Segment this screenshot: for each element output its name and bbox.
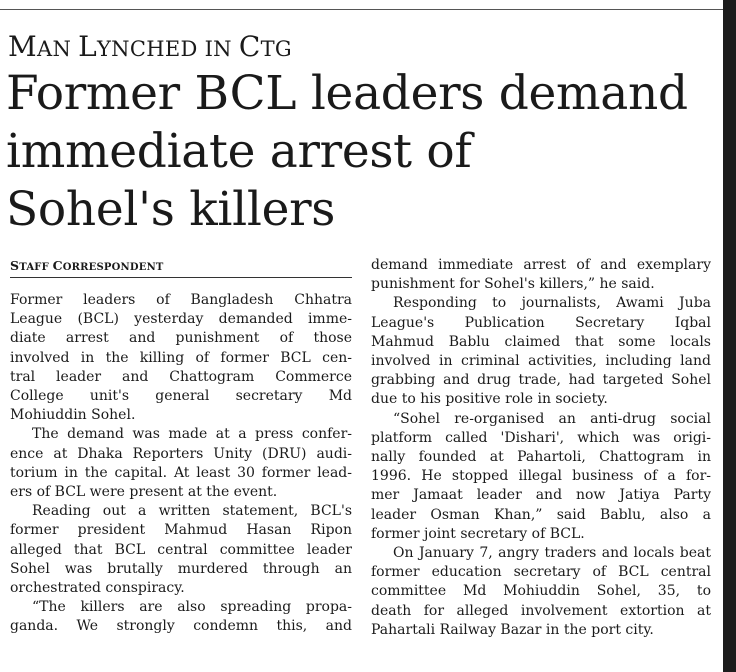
text-line: League's Publication Secretary Iqbal bbox=[371, 314, 711, 331]
text-line: “The killers are also spreading propa- bbox=[32, 599, 352, 616]
kicker-text: TG bbox=[260, 37, 292, 61]
text-line: “Sohel re-organised an anti-drug social bbox=[393, 410, 711, 427]
kicker-cap: C bbox=[238, 30, 261, 63]
text-line: leader Osman Khan,” said Bablu, also a bbox=[371, 506, 711, 523]
text-line: Reading out a written statement, BCL's bbox=[32, 503, 352, 520]
byline-text: TAFF bbox=[19, 262, 53, 273]
text-line: Sohel was brutally murdered through an bbox=[10, 560, 352, 577]
text-line: Pahartali Railway Bazar in the port city. bbox=[371, 621, 654, 638]
text-line: diate arrest and punishment of those bbox=[10, 330, 352, 347]
text-line: 1996. He stopped illegal business of a for- bbox=[371, 468, 711, 485]
text-line: committee Md Mohiuddin Sohel, 35, to bbox=[371, 583, 711, 600]
text-line: demand immediate arrest of and exemplary bbox=[371, 257, 711, 273]
article-kicker bbox=[8, 30, 292, 66]
paragraph bbox=[10, 425, 352, 502]
text-line: punishment for Sohel's killers,” he said. bbox=[371, 276, 655, 293]
paragraph bbox=[10, 291, 352, 425]
text-line: due to his positive role in society. bbox=[371, 391, 608, 408]
article-byline bbox=[10, 258, 164, 276]
text-line: platform called 'Dishari', which was origi- bbox=[371, 429, 711, 446]
text-line: ers of BCL were present at the event. bbox=[10, 484, 278, 501]
text-line: nally founded at Pahartoli, Chattogram in bbox=[371, 449, 711, 466]
text-line: ganda. We strongly condemn this, and bbox=[10, 618, 352, 635]
text-line: The demand was made at a press confer- bbox=[32, 426, 352, 443]
headline-line: Former BCL leaders demand bbox=[6, 66, 688, 121]
text-line: League (BCL) yesterday demanded imme- bbox=[10, 311, 352, 328]
text-line: Responding to journalists, Awami Juba bbox=[393, 295, 711, 312]
text-line: mer Jamaat leader and now Jatiya Party bbox=[371, 487, 711, 504]
kicker-text: AN bbox=[36, 37, 79, 61]
paragraph bbox=[10, 502, 352, 598]
text-line: Mohiuddin Sohel. bbox=[10, 407, 136, 424]
headline-line: Sohel's killers bbox=[6, 182, 336, 237]
text-line: former joint secretary of BCL. bbox=[371, 525, 585, 542]
paragraph bbox=[371, 294, 711, 409]
text-line: College unit's general secretary Md bbox=[10, 388, 352, 405]
text-line: Mahmud Bablu claimed that some locals bbox=[371, 333, 711, 350]
text-line: Former leaders of Bangladesh Chhatra bbox=[10, 292, 352, 308]
body-column-right bbox=[371, 256, 711, 640]
kicker-text: YNCHED IN bbox=[97, 37, 239, 61]
text-line: On January 7, angry traders and locals beat bbox=[393, 545, 711, 562]
article-headline bbox=[6, 65, 718, 239]
byline-rule bbox=[10, 277, 352, 278]
byline-cap: S bbox=[10, 258, 20, 273]
body-column-left bbox=[10, 291, 352, 637]
text-line: grabbing and drug trade, had targeted Sohel bbox=[371, 372, 711, 389]
page-edge-strip bbox=[723, 0, 736, 672]
text-line: former president Mahmud Hasan Ripon bbox=[10, 522, 352, 539]
text-line: alleged that BCL central committee leader bbox=[10, 541, 352, 558]
text-line: tral leader and Chattogram Commerce bbox=[10, 368, 352, 385]
paragraph bbox=[371, 410, 711, 544]
text-line: torium in the capital. At least 30 former lead- bbox=[10, 464, 352, 481]
text-line: involved in the killing of former BCL cen- bbox=[10, 349, 352, 366]
byline-cap: C bbox=[52, 258, 63, 273]
kicker-cap: L bbox=[78, 30, 98, 63]
paragraph bbox=[371, 544, 711, 640]
text-line: ence at Dhaka Reporters Unity (DRU) audi- bbox=[10, 445, 352, 462]
text-line: death for alleged involvement extortion at bbox=[371, 602, 711, 619]
text-line: former education secretary of BCL central bbox=[371, 564, 711, 581]
text-line: involved in criminal activities, including land bbox=[371, 353, 711, 370]
byline-text: ORRESPONDENT bbox=[62, 262, 164, 273]
headline-line: immediate arrest of bbox=[6, 124, 472, 179]
kicker-cap: M bbox=[8, 30, 37, 63]
paragraph bbox=[10, 598, 352, 636]
text-line: orchestrated conspiracy. bbox=[10, 580, 185, 597]
paragraph bbox=[371, 256, 711, 294]
